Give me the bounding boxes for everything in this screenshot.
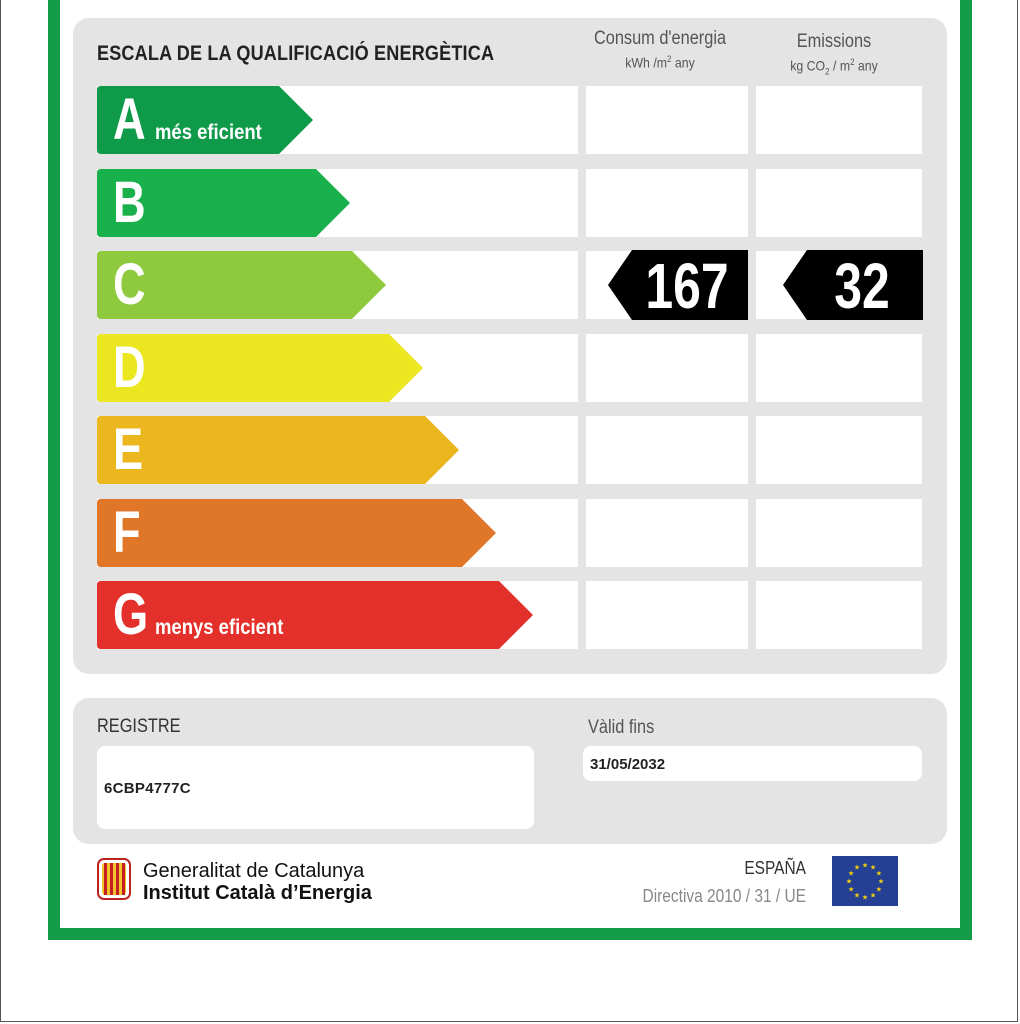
emissions-cell — [756, 169, 922, 237]
emissions-rating-tag-value: 32 — [834, 250, 890, 322]
eu-flag-icon — [832, 856, 898, 906]
emissions-rating-tag — [783, 250, 923, 320]
eu-star-icon: ★ — [853, 863, 861, 872]
consum-unit: kWh $/m^2$ any — [625, 54, 695, 71]
eu-star-icon: ★ — [869, 863, 877, 872]
eu-star-icon: ★ — [845, 877, 853, 886]
register-label: REGISTRE — [97, 716, 181, 737]
emissions-cell — [756, 499, 922, 567]
class-arrow-c — [97, 251, 386, 319]
class-arrow-d — [97, 334, 423, 402]
consum-cell — [586, 416, 748, 484]
consum-cell — [586, 86, 748, 154]
directive-label: Directiva 2010 / 31 / UE — [642, 886, 806, 906]
eu-star-icon: ★ — [861, 861, 869, 870]
class-arrow-shape — [97, 334, 423, 402]
eu-star-icon: ★ — [875, 869, 882, 878]
scale-title: ESCALA DE LA QUALIFICACIÓ ENERGÈTICA — [97, 42, 495, 65]
generalitat-logo-icon — [97, 858, 131, 900]
emissions-cell — [756, 86, 922, 154]
class-arrow-b — [97, 169, 350, 237]
class-letter: D — [113, 335, 146, 400]
consum-cell — [586, 334, 748, 402]
class-letter: A — [113, 87, 146, 152]
eu-star-icon: ★ — [877, 877, 885, 886]
class-arrow-fill — [97, 416, 459, 484]
class-arrow-a — [97, 86, 313, 154]
class-letter: C — [113, 252, 146, 317]
emissions-cell — [756, 581, 922, 649]
emissions-header-label: Emissions — [796, 31, 872, 52]
consum-cell — [586, 581, 748, 649]
class-arrow-f — [97, 499, 496, 567]
class-arrow-shape — [97, 499, 496, 567]
class-letter: E — [113, 417, 144, 482]
eu-star-icon: ★ — [861, 893, 869, 902]
class-arrow-e — [97, 416, 459, 484]
consum-cell — [586, 169, 748, 237]
class-descriptor: més eficient — [155, 121, 262, 144]
class-arrow-fill — [97, 334, 423, 402]
class-letter: G — [113, 582, 149, 647]
class-descriptor: menys eficient — [155, 616, 284, 639]
eu-star-icon: ★ — [853, 891, 861, 900]
valid-until-value: 31/05/2032 — [590, 756, 666, 773]
country-label: ESPAÑA — [744, 858, 806, 878]
eu-star-icon: ★ — [875, 885, 882, 894]
consum-rating-tag — [608, 250, 748, 320]
consum-rating-tag-value: 167 — [645, 250, 729, 322]
consum-header — [573, 28, 747, 71]
class-arrow-shape — [97, 416, 459, 484]
emissions-header — [748, 31, 920, 76]
consum-header-label: Consum d'energia — [593, 28, 727, 49]
register-value: 6CBP4777C — [104, 780, 191, 797]
emissions-cell — [756, 416, 922, 484]
valid-until-label: Vàlid fins — [588, 717, 655, 738]
class-letter: F — [113, 500, 141, 565]
eu-star-icon: ★ — [869, 891, 877, 900]
eu-star-icon: ★ — [848, 885, 855, 894]
generalitat-name: Generalitat de Catalunya — [143, 860, 365, 882]
class-arrow-g — [97, 581, 533, 649]
consum-cell — [586, 499, 748, 567]
eu-star-icon: ★ — [848, 869, 855, 878]
emissions-cell — [756, 334, 922, 402]
class-letter: B — [113, 170, 146, 235]
emissions-unit: kg $CO_2 / m^2$ any — [790, 57, 878, 77]
institut-name: Institut Català d’Energia — [143, 882, 372, 904]
class-arrow-fill — [97, 499, 496, 567]
